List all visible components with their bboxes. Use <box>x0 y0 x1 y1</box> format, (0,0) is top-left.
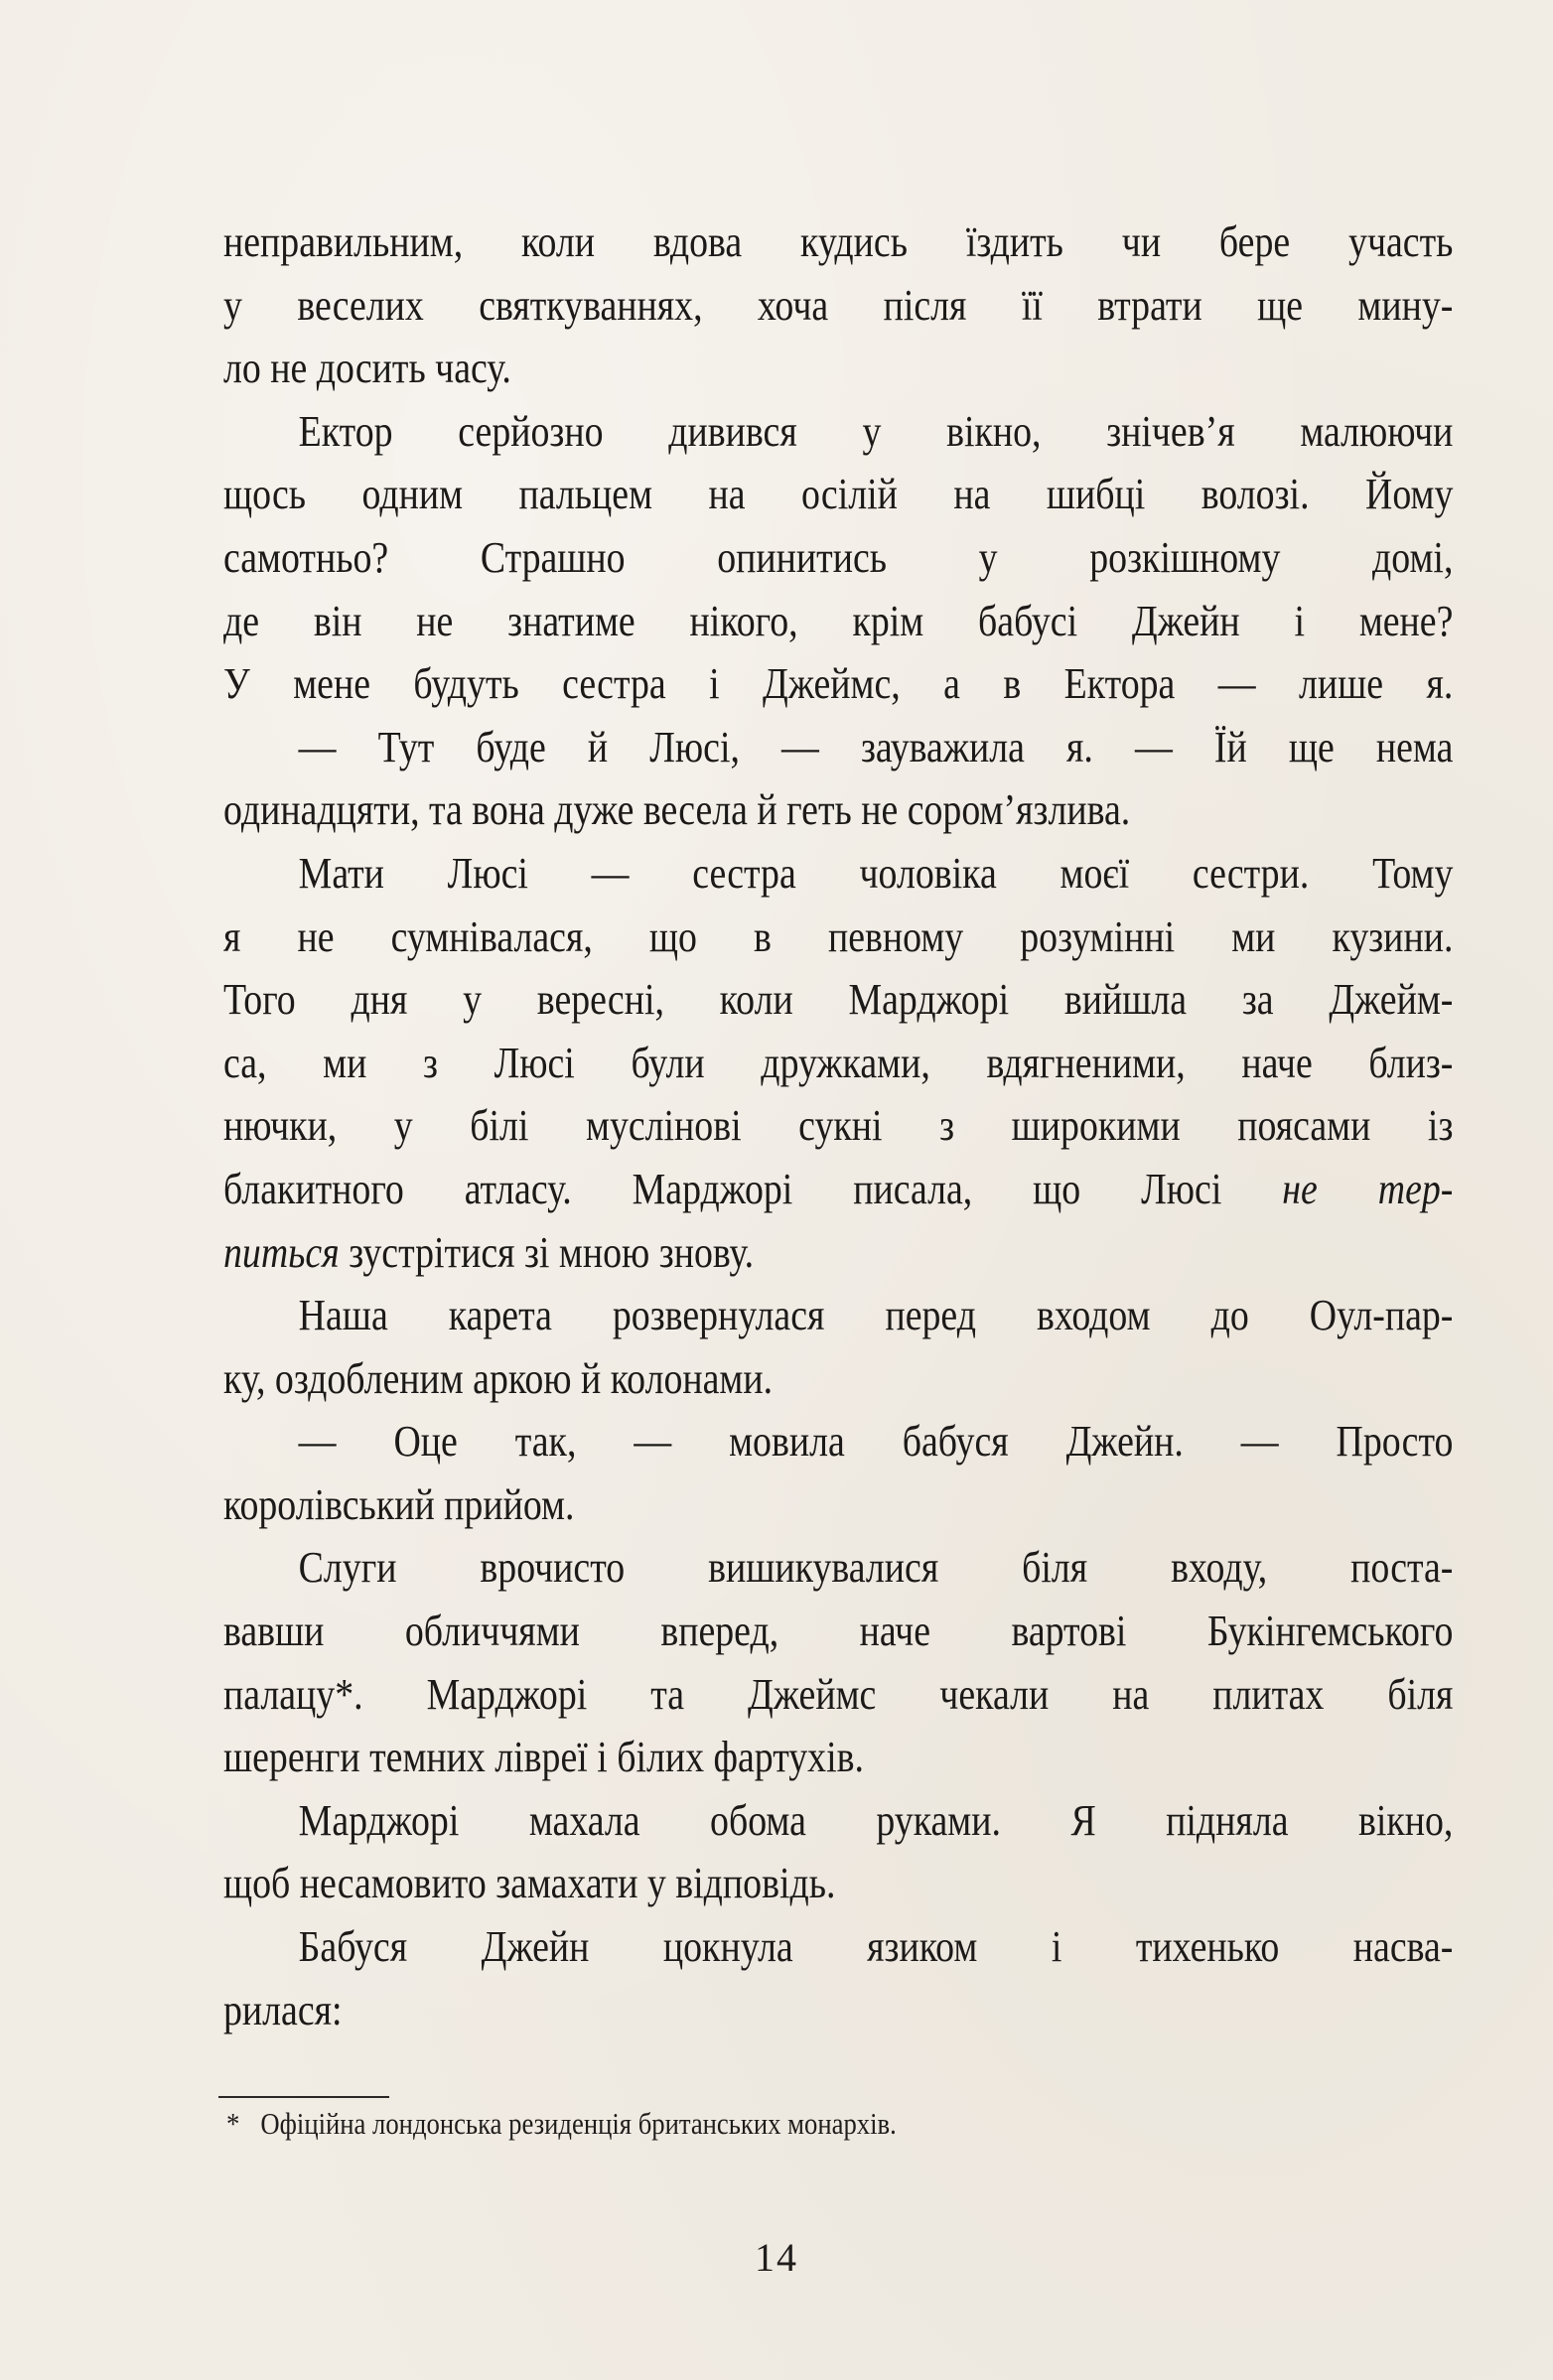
text-line: рилася: <box>223 1985 343 2034</box>
body-text <box>223 210 1453 2041</box>
footnote <box>226 2103 897 2145</box>
text-line: де він не знатиме нікого, крім бабусі Джейн і мене? <box>223 596 1454 645</box>
text-line: королівський прийом. <box>223 1479 575 1529</box>
text-line: шеренги темних лівреї і білих фартухів. <box>223 1733 864 1782</box>
text-line: самотньо? Страшно опинитись у розкішному домі, <box>223 532 1454 582</box>
footnote-asterisk: * <box>226 2106 240 2141</box>
footnote-text: Офіційна лондонська резиденція британських монархів. <box>260 2106 897 2141</box>
text-line: ло не досить часу. <box>223 344 511 393</box>
text-line: я не сумнівалася, що в певному розумінні ми кузини. <box>223 911 1454 961</box>
paragraph-start-line: Марджорі махала обома руками. Я підняла вікно, <box>298 1795 1454 1845</box>
dialogue-line: — Тут буде й Люсі, — зауважила я. — Їй ще нема <box>298 722 1454 771</box>
page-number: 14 <box>755 2235 798 2280</box>
text-line: щоб несамовито замахати у відповідь. <box>223 1859 836 1908</box>
italic-emphasis: питься <box>223 1227 340 1277</box>
italic-emphasis: не тер- <box>1282 1164 1454 1213</box>
paragraph-start-line: Наша карета розвернулася перед входом до Оул-пар- <box>298 1291 1454 1340</box>
paragraph-start-line: Мати Люсі — сестра чоловіка моєї сестри. Тому <box>298 848 1454 898</box>
footnote-divider <box>218 2096 389 2098</box>
paragraph-start-line: Ектор серйозно дивився у вікно, знічев’я малюючи <box>298 406 1454 456</box>
paragraph-start-line: Бабуся Джейн цокнула язиком і тихенько насва- <box>298 1922 1454 1972</box>
text-run: зустрітися зі мною знову. <box>339 1227 755 1277</box>
text-run: блакитного атласу. Марджорі писала, що Люсі <box>223 1164 1283 1213</box>
text-line: нючки, у білі муслінові сукні з широкими поясами із <box>223 1101 1454 1151</box>
text-line: У мене будуть сестра і Джеймс, а в Ектора — лише я. <box>223 659 1454 709</box>
text-line-with-italic <box>223 1158 1453 1221</box>
text-line: палацу*. Марджорі та Джеймс чекали на плитах біля <box>223 1669 1454 1719</box>
text-line: неправильним, коли вдова кудись їздить чи бере участь <box>223 217 1454 266</box>
text-line: вавши обличчями вперед, наче вартові Букінгемського <box>223 1607 1454 1656</box>
text-line: у веселих святкуваннях, хоча після її втрати ще мину- <box>223 280 1454 330</box>
paragraph-start-line: Слуги врочисто вишикувалися біля входу, поста- <box>298 1543 1454 1593</box>
text-line-with-italic <box>223 1221 1453 1285</box>
dialogue-line: — Оце так, — мовила бабуся Джейн. — Просто <box>298 1417 1454 1467</box>
text-line: ку, оздобленим аркою й колонами. <box>223 1353 774 1403</box>
text-line: щось одним пальцем на осілій на шибці волозі. Йому <box>223 470 1454 519</box>
text-line: Того дня у вересні, коли Марджорі вийшла за Джейм- <box>223 975 1454 1025</box>
text-line: са, ми з Люсі були дружками, вдягненими, наче близ- <box>223 1038 1454 1087</box>
text-line: одинадцяти, та вона дуже весела й геть не сором’язлива. <box>223 785 1131 835</box>
